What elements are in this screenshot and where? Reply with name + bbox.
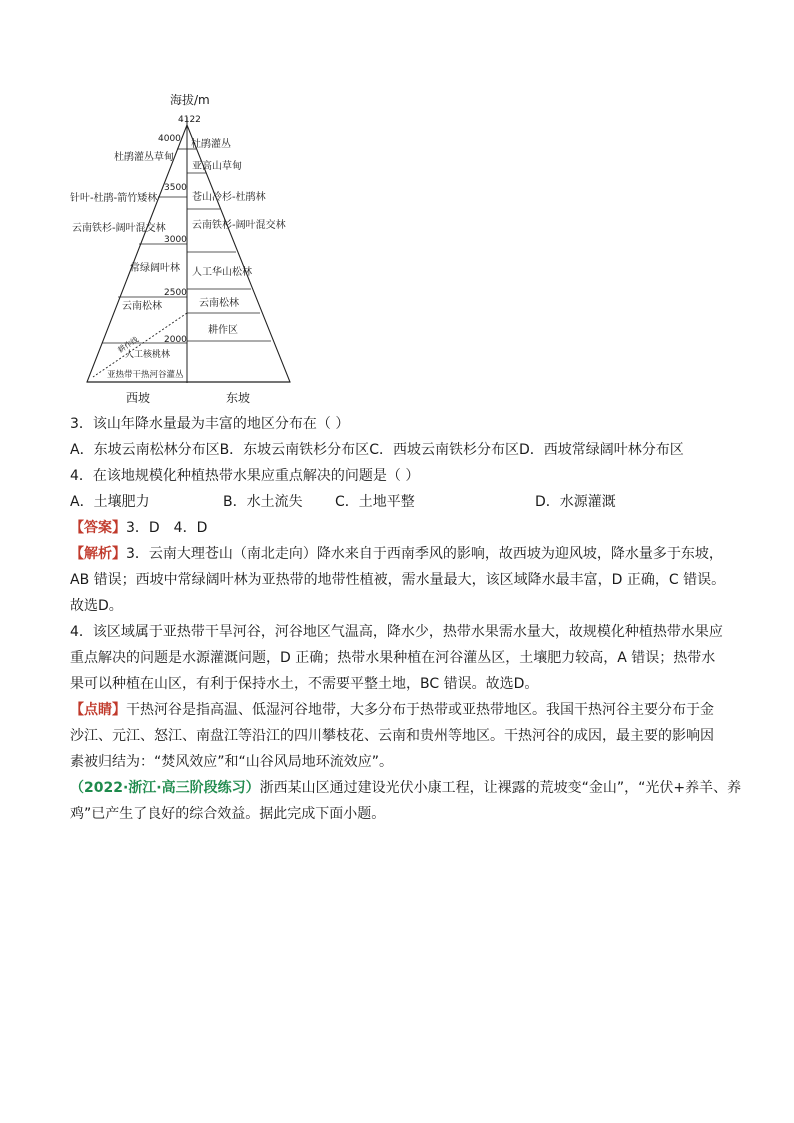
- east-zone-5: 人工华山松林: [192, 267, 252, 278]
- west-zone-2: 针叶-杜鹃-箭竹矮林: [70, 193, 158, 204]
- tip-line-1: 【点睛】干热河谷是指高温、低湿河谷地带，大多分布于热带或亚热带地区。我国干热河谷主要分布于金: [70, 702, 714, 718]
- answer-tag: 【答案】: [70, 520, 126, 536]
- tip-line-2: 沙江、元江、怒江、南盘江等沿江的四川攀枝花、云南和贵州等地区。干热河谷的成因，最主要的影响因: [70, 728, 714, 744]
- q4-option-a: A．土壤肥力: [70, 494, 150, 510]
- question-source: （2022·浙江·高三阶段练习）: [70, 780, 260, 796]
- analysis-tag: 【解析】: [70, 546, 126, 562]
- elevation-4000: 4000: [158, 134, 181, 144]
- analysis-line-1: 【解析】3．云南大理苍山（南北走向）降水来自于西南季风的影响，故西坡为迎风坡，降水量多于东坡，: [70, 546, 723, 562]
- west-zone-8: 亚热带干热河谷灌丛: [107, 370, 184, 380]
- question-3-options: [70, 437, 740, 463]
- q4-option-d: D．水源灌溉: [535, 494, 616, 510]
- east-slope-label: 东坡: [226, 391, 251, 405]
- west-zone-7: 人工核桃林: [125, 350, 171, 360]
- elevation-3500: 3500: [164, 183, 187, 193]
- mountain-outline: [87, 125, 290, 382]
- east-zone-1: 杜鹃灌丛: [191, 139, 231, 150]
- west-zone-4: 常绿阔叶林: [130, 263, 180, 274]
- tip-line-3: 素被归结为：“焚风效应”和“山谷风局地环流效应”。: [70, 754, 394, 770]
- east-zone-7: 耕作区: [208, 325, 238, 336]
- elevation-2000: 2000: [164, 335, 187, 345]
- analysis-line-4: 4．该区域属于亚热带干旱河谷，河谷地区气温高，降水少，热带水果需水量大，故规模化种植热带水果应: [70, 624, 723, 640]
- east-zone-4: 云南铁杉-阔叶混交林: [192, 220, 286, 231]
- analysis-line-2: AB 错误；西坡中常绿阔叶林为亚热带的地带性植被，需水量最大，该区域降水最丰富，D 正确，C 错误。: [70, 572, 726, 588]
- west-zone-5: 云南松林: [122, 301, 162, 312]
- tip-tag: 【点睛】: [70, 702, 126, 718]
- answer-text: 3．D 4．D: [126, 520, 208, 536]
- q4-option-b: B．水土流失: [223, 494, 303, 510]
- mountain-triangle-figure: [60, 85, 320, 410]
- q3-option-a: A．东坡云南松林分布区: [70, 442, 220, 458]
- question-4-stem: 4．在该地规模化种植热带水果应重点解决的问题是（ ）: [70, 468, 420, 484]
- east-zone-6: 云南松林: [199, 298, 239, 309]
- analysis-line-5: 重点解决的问题是水源灌溉问题，D 正确；热带水果种植在河谷灌丛区，土壤肥力较高，A 错误；热带水: [70, 650, 716, 666]
- question-4-options: [70, 489, 740, 515]
- west-zone-3: 云南铁杉-阔叶混交林: [72, 223, 166, 234]
- east-zone-3: 苍山冷杉-杜鹃林: [192, 192, 266, 203]
- west-zone-1: 杜鹃灌丛草甸: [114, 152, 174, 163]
- east-zone-2: 亚高山草甸: [192, 161, 242, 172]
- west-zone-6: 耕作线: [116, 334, 140, 355]
- vegetation-zone-diagram: [60, 85, 320, 410]
- west-slope-label: 西坡: [126, 391, 151, 405]
- next-question-line-2: 鸡”已产生了良好的综合效益。据此完成下面小题。: [70, 806, 386, 822]
- elevation-2500: 2500: [164, 288, 187, 298]
- q3-option-c: C．西坡云南铁杉分布区: [369, 442, 519, 458]
- q4-option-c: C．土地平整: [335, 494, 415, 510]
- analysis-line-3: 故选D。: [70, 598, 123, 614]
- axis-title: 海拔/m: [170, 93, 210, 107]
- elevation-3000: 3000: [164, 235, 187, 245]
- next-question-line-1: （2022·浙江·高三阶段练习）浙西某山区通过建设光伏小康工程，让裸露的荒坡变“金山”，“光伏+养羊、养: [70, 780, 742, 796]
- question-content: [70, 411, 740, 827]
- analysis-line-6: 果可以种植在山区，有利于保持水土，不需要平整土地，BC 错误。故选D。: [70, 676, 539, 692]
- top-elevation: 4122: [178, 115, 201, 125]
- cultivation-line: [93, 313, 187, 377]
- q3-option-b: B．东坡云南铁杉分布区: [219, 442, 370, 458]
- q3-option-d: D．西坡常绿阔叶林分布区: [518, 442, 684, 458]
- question-3-stem: 3．该山年降水量最为丰富的地区分布在（ ）: [70, 416, 350, 432]
- answer-line: [70, 515, 740, 541]
